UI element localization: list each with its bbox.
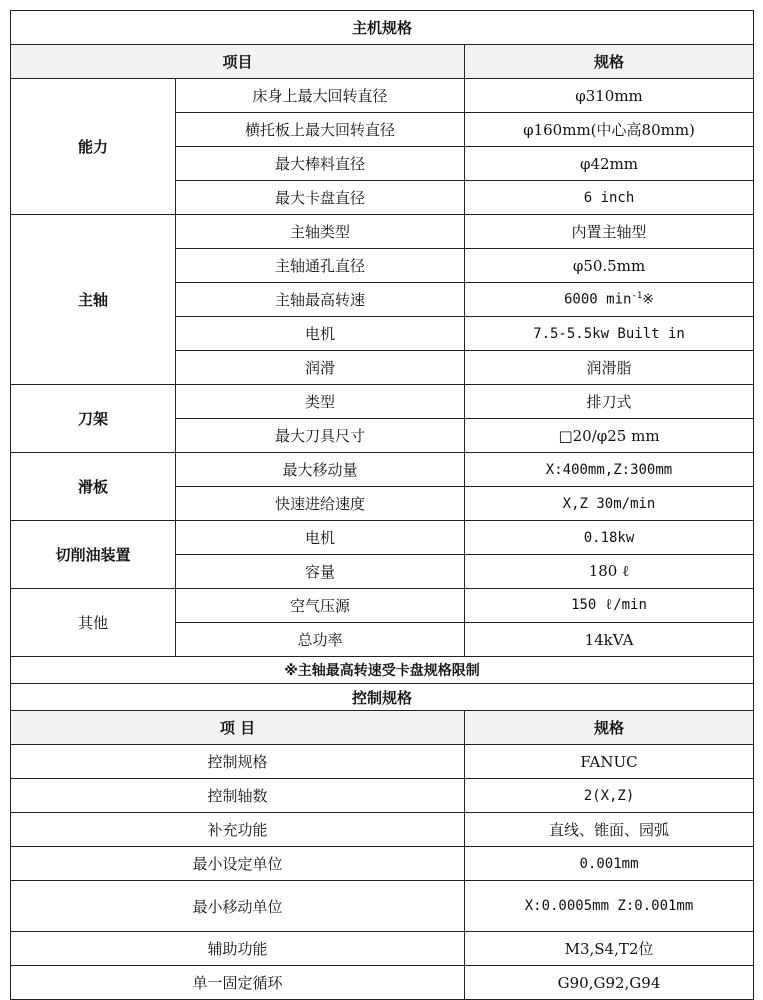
item-cell: 最小设定单位 bbox=[11, 847, 465, 881]
value-cell: 直线、锥面、园弧 bbox=[465, 813, 754, 847]
table-row bbox=[11, 521, 754, 555]
item-cell: 最大移动量 bbox=[176, 453, 465, 487]
group-slide: 滑板 bbox=[11, 453, 176, 521]
table-row bbox=[11, 881, 754, 932]
item-cell: 横托板上最大回转直径 bbox=[176, 113, 465, 147]
main-header-spec: 规格 bbox=[465, 45, 754, 79]
value-cell: 排刀式 bbox=[465, 385, 754, 419]
item-cell: 最小移动单位 bbox=[11, 881, 465, 932]
spec-table bbox=[10, 10, 754, 1000]
value-cell: 0.001mm bbox=[465, 847, 754, 881]
value-cell: φ50.5mm bbox=[465, 249, 754, 283]
item-cell: 总功率 bbox=[176, 623, 465, 657]
table-row bbox=[11, 215, 754, 249]
value-cell: 2(X,Z) bbox=[465, 779, 754, 813]
table-row bbox=[11, 813, 754, 847]
table-row bbox=[11, 779, 754, 813]
item-cell: 主轴类型 bbox=[176, 215, 465, 249]
value-cell: 150 ℓ/min bbox=[465, 589, 754, 623]
group-other: 其他 bbox=[11, 589, 176, 657]
table-row bbox=[11, 385, 754, 419]
item-cell: 最大棒料直径 bbox=[176, 147, 465, 181]
item-cell: 控制轴数 bbox=[11, 779, 465, 813]
spindle-speed-mark: ※ bbox=[642, 291, 655, 308]
item-cell: 最大卡盘直径 bbox=[176, 181, 465, 215]
control-header-item: 项 目 bbox=[11, 711, 465, 745]
value-cell: 0.18kw bbox=[465, 521, 754, 555]
table-row bbox=[11, 589, 754, 623]
table-row bbox=[11, 966, 754, 1000]
item-cell: 床身上最大回转直径 bbox=[176, 79, 465, 113]
value-cell: 内置主轴型 bbox=[465, 215, 754, 249]
value-cell: 6 inch bbox=[465, 181, 754, 215]
group-coolant: 切削油装置 bbox=[11, 521, 176, 589]
value-cell: FANUC bbox=[465, 745, 754, 779]
item-cell: 主轴最高转速 bbox=[176, 283, 465, 317]
item-cell: 主轴通孔直径 bbox=[176, 249, 465, 283]
table-row bbox=[11, 932, 754, 966]
value-cell: X,Z 30m/min bbox=[465, 487, 754, 521]
item-cell: 电机 bbox=[176, 317, 465, 351]
value-cell: 润滑脂 bbox=[465, 351, 754, 385]
main-spec-title: 主机规格 bbox=[11, 11, 754, 45]
item-cell: 润滑 bbox=[176, 351, 465, 385]
item-cell: 最大刀具尺寸 bbox=[176, 419, 465, 453]
value-cell: 7.5-5.5kw Built in bbox=[465, 317, 754, 351]
value-cell: φ310mm bbox=[465, 79, 754, 113]
table-row bbox=[11, 79, 754, 113]
value-cell: M3,S4,T2位 bbox=[465, 932, 754, 966]
value-cell: G90,G92,G94 bbox=[465, 966, 754, 1000]
spindle-speed-value: 6000 min bbox=[564, 291, 632, 308]
item-cell: 类型 bbox=[176, 385, 465, 419]
item-cell: 容量 bbox=[176, 555, 465, 589]
item-cell: 控制规格 bbox=[11, 745, 465, 779]
value-cell: φ160mm(中心高80mm) bbox=[465, 113, 754, 147]
group-turret: 刀架 bbox=[11, 385, 176, 453]
table-row bbox=[11, 847, 754, 881]
item-cell: 辅助功能 bbox=[11, 932, 465, 966]
control-spec-title: 控制规格 bbox=[11, 684, 754, 711]
item-cell: 单一固定循环 bbox=[11, 966, 465, 1000]
item-cell: 空气压源 bbox=[176, 589, 465, 623]
value-cell: φ42mm bbox=[465, 147, 754, 181]
value-cell: 180 ℓ bbox=[465, 555, 754, 589]
group-capacity: 能力 bbox=[11, 79, 176, 215]
item-cell: 电机 bbox=[176, 521, 465, 555]
item-cell: 快速进给速度 bbox=[176, 487, 465, 521]
main-header-item: 项目 bbox=[11, 45, 465, 79]
table-row bbox=[11, 745, 754, 779]
value-cell: 14kVA bbox=[465, 623, 754, 657]
value-cell bbox=[465, 283, 754, 317]
item-cell: 补充功能 bbox=[11, 813, 465, 847]
value-cell: □20/φ25 mm bbox=[465, 419, 754, 453]
group-spindle: 主轴 bbox=[11, 215, 176, 385]
spindle-speed-note: ※主轴最高转速受卡盘规格限制 bbox=[11, 657, 754, 684]
value-cell: X:0.0005mm Z:0.001mm bbox=[465, 881, 754, 932]
spindle-speed-exponent: -1 bbox=[631, 291, 643, 302]
table-row bbox=[11, 453, 754, 487]
control-header-spec: 规格 bbox=[465, 711, 754, 745]
value-cell: X:400mm,Z:300mm bbox=[465, 453, 754, 487]
